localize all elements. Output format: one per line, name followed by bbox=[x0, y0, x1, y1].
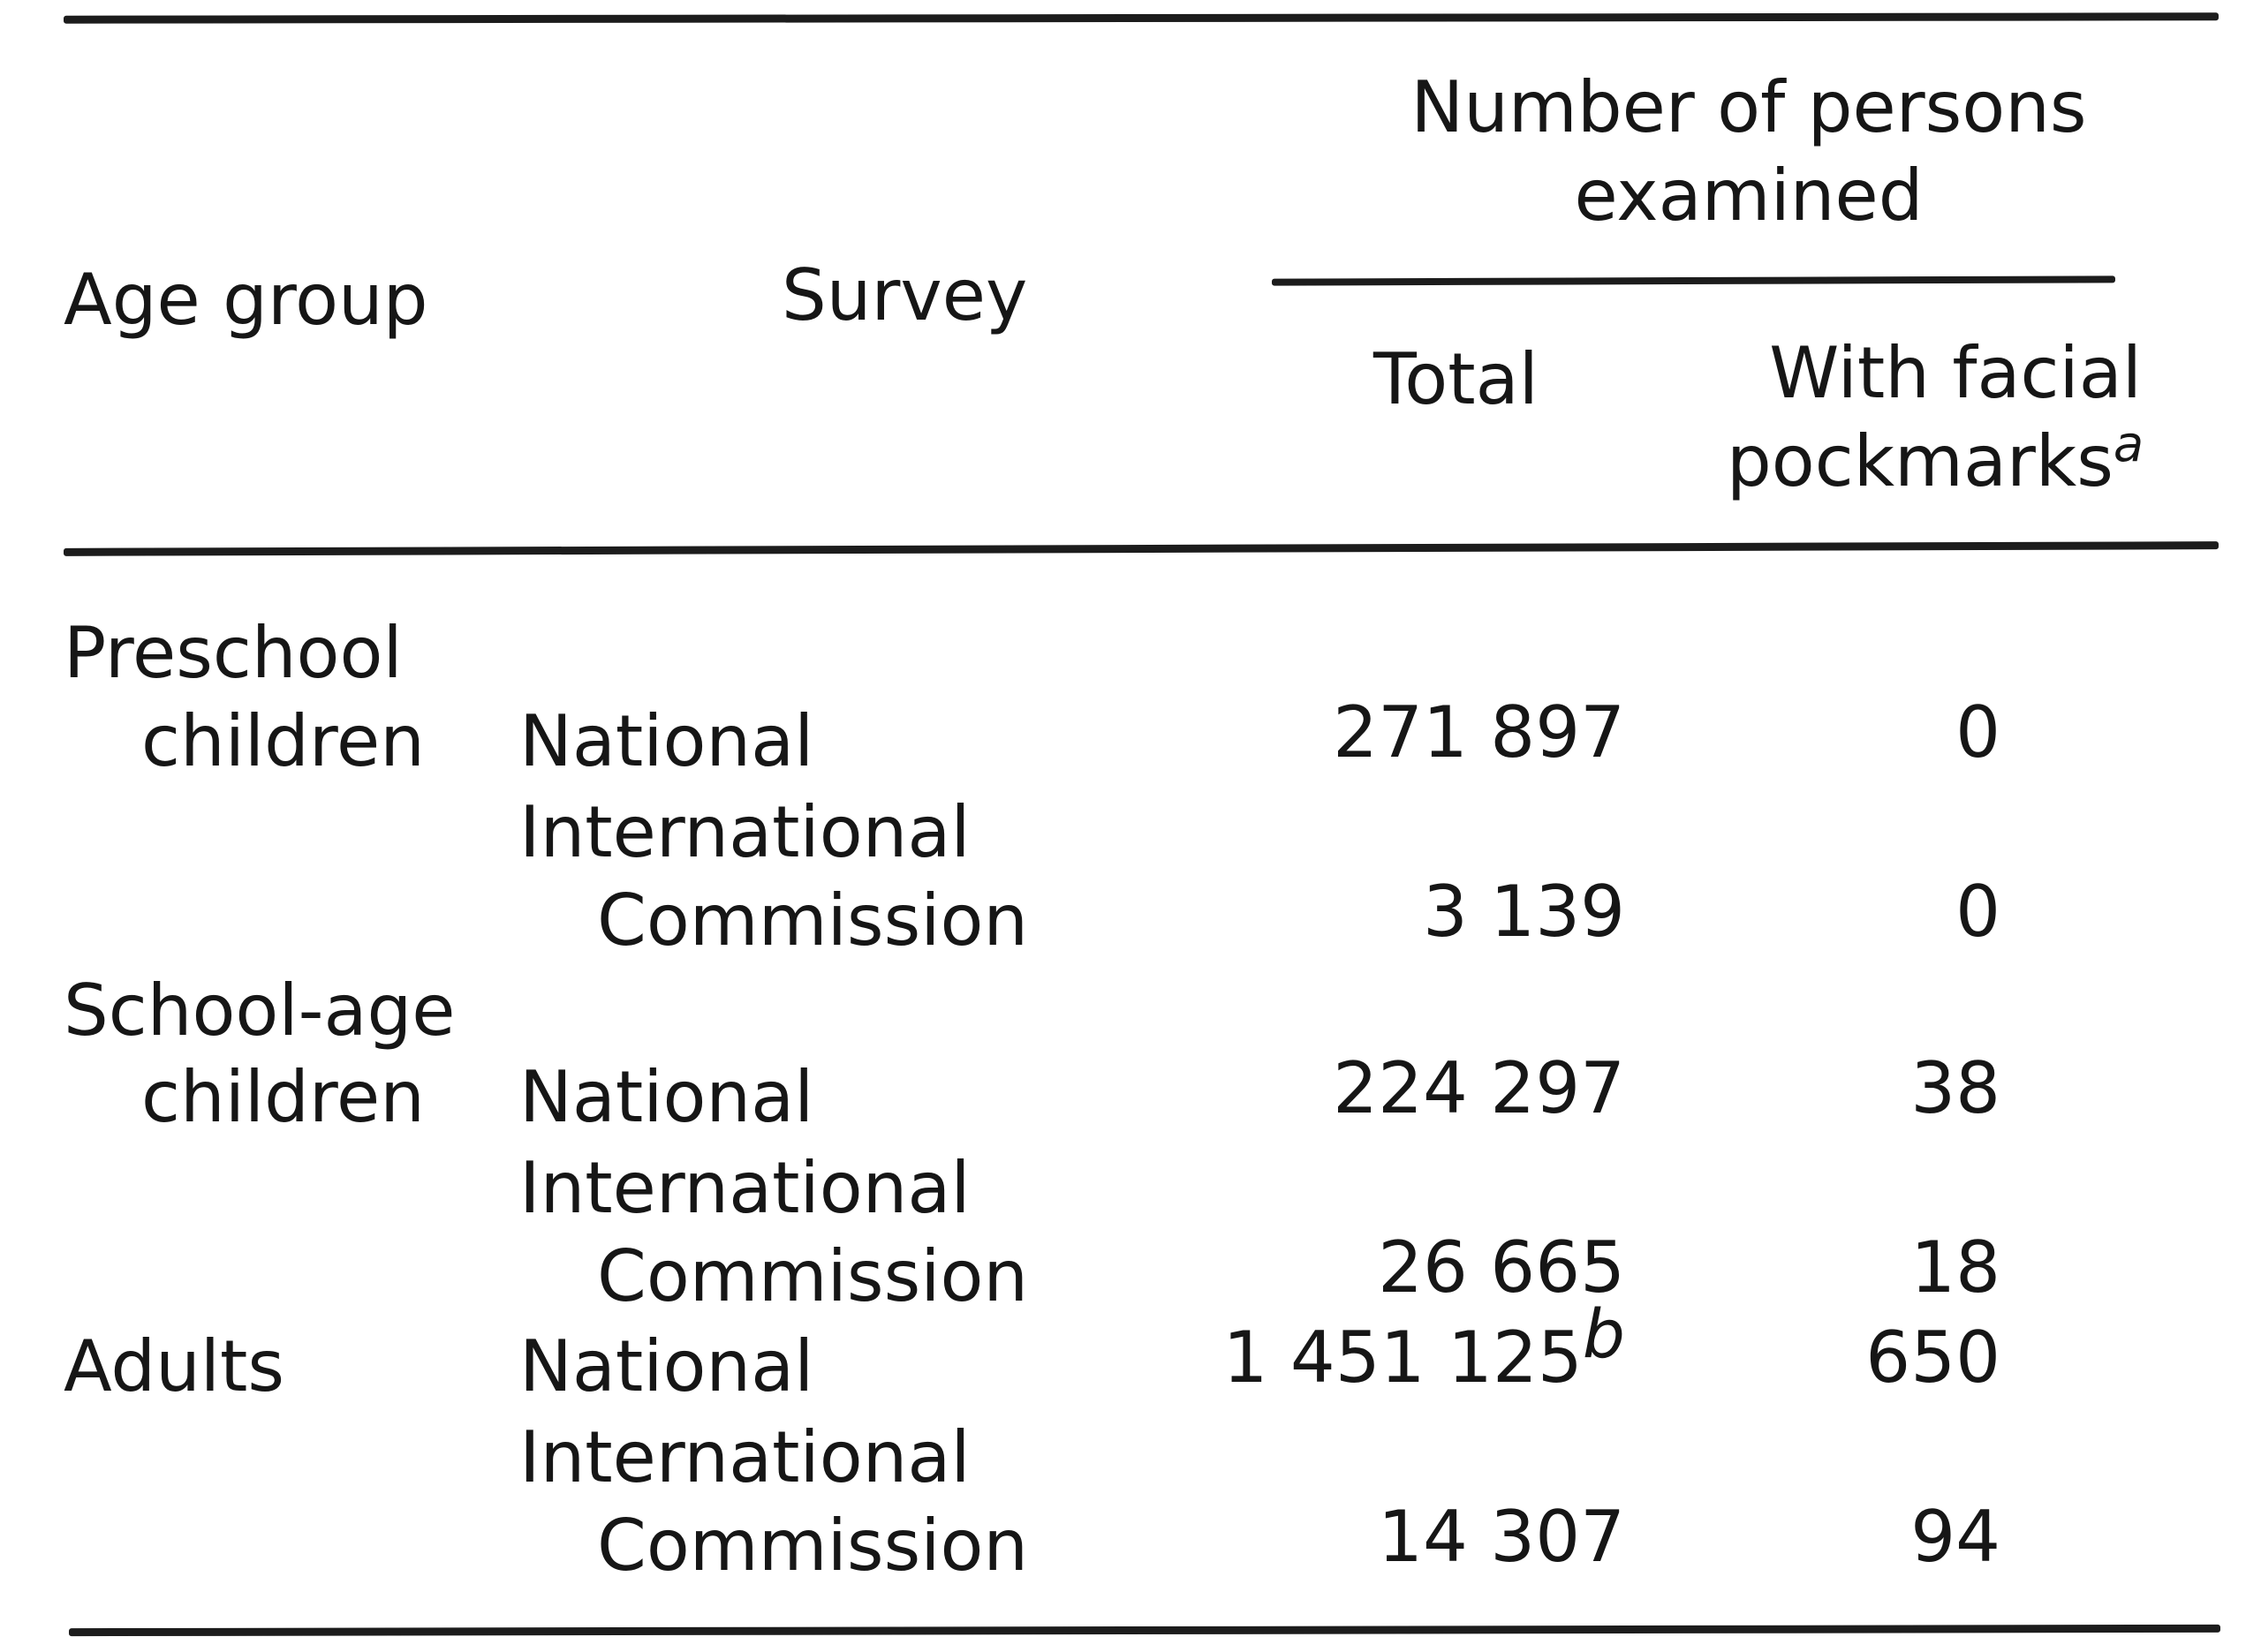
cell-survey: National bbox=[519, 1325, 814, 1407]
cell-total: 26 665 bbox=[1378, 1226, 1625, 1309]
header-spanner-rule bbox=[1272, 275, 2115, 285]
cell-survey: International bbox=[519, 1147, 971, 1229]
cell-with-facial-pockmarks: 0 bbox=[1955, 691, 2000, 773]
cell-total: 224 297 bbox=[1333, 1047, 1625, 1129]
header-total: Total bbox=[1373, 338, 1539, 420]
cell-age-group: Preschool bbox=[64, 612, 403, 694]
cell-age-group: Adults bbox=[64, 1325, 285, 1407]
cell-survey-continued: Commission bbox=[597, 879, 1029, 962]
cell-total-value: 1 451 125 bbox=[1222, 1316, 1583, 1399]
cell-total bbox=[1219, 1294, 1625, 1403]
cell-with-facial-pockmarks: 38 bbox=[1910, 1047, 2000, 1129]
cell-survey: International bbox=[519, 1416, 971, 1498]
cell-total: 271 897 bbox=[1333, 691, 1625, 773]
cell-age-group-continued: children bbox=[141, 1056, 425, 1138]
cell-survey: International bbox=[519, 791, 971, 873]
cell-with-facial-pockmarks: 18 bbox=[1910, 1226, 2000, 1309]
cell-survey: National bbox=[519, 700, 814, 782]
cell-total: 14 307 bbox=[1378, 1496, 1625, 1578]
header-bottom-rule bbox=[64, 541, 2219, 556]
table-bottom-rule bbox=[69, 1625, 2220, 1636]
cell-age-group-continued: children bbox=[141, 700, 425, 782]
header-with-facial-pockmarks bbox=[1727, 329, 2142, 514]
cell-with-facial-pockmarks: 0 bbox=[1955, 871, 2000, 953]
footnote-marker-a: a bbox=[2113, 416, 2144, 473]
header-survey: Survey bbox=[782, 254, 1028, 336]
cell-with-facial-pockmarks: 94 bbox=[1910, 1496, 2000, 1578]
header-with-facial-pockmarks-label: With facial pockmarks bbox=[1727, 332, 2142, 502]
header-number-of-persons-examined: Number of persons examined bbox=[1410, 66, 2087, 237]
cell-survey-continued: Commission bbox=[597, 1235, 1029, 1317]
table-top-rule bbox=[64, 12, 2219, 23]
header-age-group: Age group bbox=[64, 259, 428, 341]
cell-age-group: School-age bbox=[64, 969, 456, 1052]
cell-survey: National bbox=[519, 1056, 814, 1138]
cell-survey-continued: Commission bbox=[597, 1505, 1029, 1587]
cell-total: 3 139 bbox=[1422, 871, 1625, 953]
footnote-marker-b: b bbox=[1582, 1294, 1625, 1373]
cell-with-facial-pockmarks: 650 bbox=[1865, 1316, 2000, 1399]
